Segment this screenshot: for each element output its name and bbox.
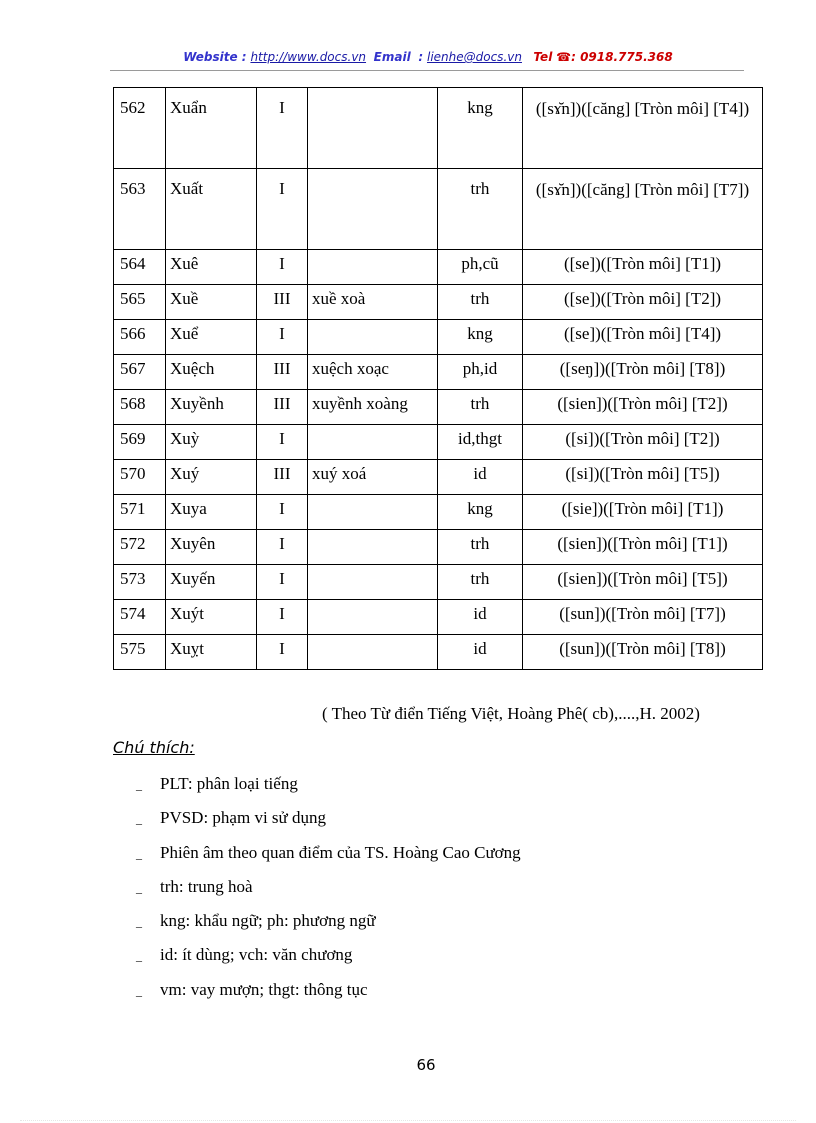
table-row [114, 460, 763, 495]
row-number: 569 [114, 425, 166, 460]
row-pvsd: trh [438, 565, 523, 600]
row-word: Xuya [166, 495, 257, 530]
row-number: 572 [114, 530, 166, 565]
email-link[interactable]: lienhe@docs.vn [426, 50, 522, 64]
row-plt: I [257, 565, 308, 600]
row-number: 573 [114, 565, 166, 600]
row-pvsd: ph,cũ [438, 250, 523, 285]
note-text: id: ít dùng; vch: văn chương [160, 945, 353, 965]
email-label: Email [373, 50, 411, 64]
row-pvsd: trh [438, 530, 523, 565]
table-row [114, 530, 763, 565]
row-example: xuề xoà [308, 285, 438, 320]
table-row [114, 169, 763, 250]
row-word: Xuỳ [166, 425, 257, 460]
header-divider [110, 70, 744, 71]
bullet-dash: _ [136, 846, 142, 861]
row-plt: III [257, 355, 308, 390]
row-pvsd: kng [438, 495, 523, 530]
row-word: Xuýt [166, 600, 257, 635]
row-word: Xuyềnh [166, 390, 257, 425]
table-row [114, 355, 763, 390]
row-word: Xuê [166, 250, 257, 285]
table-row [114, 320, 763, 355]
table-row [114, 600, 763, 635]
row-word: Xuề [166, 285, 257, 320]
row-example [308, 88, 438, 169]
row-phonetic: ([seŋ])([Tròn môi] [T8]) [523, 355, 763, 390]
row-example: xuệch xoạc [308, 355, 438, 390]
row-phonetic: ([sun])([Tròn môi] [T7]) [523, 600, 763, 635]
row-phonetic: ([sie])([Tròn môi] [T1]) [523, 495, 763, 530]
row-word: Xuất [166, 169, 257, 250]
website-link[interactable]: http://www.docs.vn [250, 50, 367, 64]
row-plt: I [257, 530, 308, 565]
row-pvsd: trh [438, 169, 523, 250]
table-row [114, 495, 763, 530]
row-phonetic: ([si])([Tròn môi] [T5]) [523, 460, 763, 495]
row-pvsd: id [438, 600, 523, 635]
row-number: 564 [114, 250, 166, 285]
row-pvsd: trh [438, 390, 523, 425]
word-table-body [114, 88, 763, 670]
note-item [136, 977, 521, 1011]
note-item [136, 908, 521, 942]
row-number: 568 [114, 390, 166, 425]
row-example: xuyềnh xoàng [308, 390, 438, 425]
table-row [114, 285, 763, 320]
bullet-dash: _ [136, 880, 142, 895]
phone-number: : 0918.775.368 [571, 50, 673, 64]
row-word: Xuệch [166, 355, 257, 390]
row-plt: III [257, 460, 308, 495]
tel-label: Tel [533, 50, 553, 64]
note-item [136, 840, 521, 874]
note-item [136, 942, 521, 976]
bullet-dash: _ [136, 812, 142, 827]
note-item [136, 874, 521, 908]
row-example [308, 169, 438, 250]
email-separator: : [418, 50, 424, 64]
row-number: 574 [114, 600, 166, 635]
row-number: 567 [114, 355, 166, 390]
bullet-dash: _ [136, 778, 142, 792]
row-example [308, 425, 438, 460]
row-number: 570 [114, 460, 166, 495]
table-row [114, 425, 763, 460]
table-row [114, 565, 763, 600]
source-citation: ( Theo Từ điển Tiếng Việt, Hoàng Phê( cb),....,H. 2002) [322, 704, 700, 723]
notes-list [136, 771, 521, 1011]
row-phonetic: ([sien])([Tròn môi] [T2]) [523, 390, 763, 425]
note-text: PVSD: phạm vi sử dụng [160, 808, 327, 828]
row-pvsd: id [438, 635, 523, 670]
row-example [308, 635, 438, 670]
table-row [114, 88, 763, 169]
row-number: 562 [114, 88, 166, 169]
bottom-dotted-line [20, 1120, 796, 1121]
row-word: Xuyến [166, 565, 257, 600]
note-text: Phiên âm theo quan điểm của TS. Hoàng Cao Cương [160, 842, 521, 862]
row-word: Xuẩn [166, 88, 257, 169]
row-word: Xuể [166, 320, 257, 355]
row-pvsd: kng [438, 88, 523, 169]
bullet-dash: _ [136, 983, 142, 998]
row-number: 575 [114, 635, 166, 670]
row-number: 566 [114, 320, 166, 355]
note-text: PLT: phân loại tiếng [160, 774, 298, 793]
website-label: Website : [183, 50, 247, 64]
row-number: 565 [114, 285, 166, 320]
notes-title: Chú thích: [113, 738, 195, 757]
row-phonetic: ([si])([Tròn môi] [T2]) [523, 425, 763, 460]
row-phonetic: ([sɤ̆n])([căng] [Tròn môi] [T4]) [523, 88, 763, 169]
page-header [110, 50, 746, 70]
row-plt: I [257, 88, 308, 169]
row-example [308, 565, 438, 600]
note-text: kng: khẩu ngữ; ph: phương ngữ [160, 911, 376, 931]
bullet-dash: _ [136, 915, 142, 930]
row-phonetic: ([se])([Tròn môi] [T4]) [523, 320, 763, 355]
table-row [114, 250, 763, 285]
row-pvsd: trh [438, 285, 523, 320]
row-plt: I [257, 250, 308, 285]
row-example [308, 250, 438, 285]
word-table [113, 87, 763, 670]
row-phonetic: ([sun])([Tròn môi] [T8]) [523, 635, 763, 670]
row-word: Xuỵt [166, 635, 257, 670]
row-phonetic: ([sien])([Tròn môi] [T5]) [523, 565, 763, 600]
row-example: xuý xoá [308, 460, 438, 495]
note-item [136, 771, 521, 805]
row-example [308, 495, 438, 530]
row-plt: III [257, 390, 308, 425]
row-phonetic: ([se])([Tròn môi] [T2]) [523, 285, 763, 320]
note-text: trh: trung hoà [160, 876, 253, 896]
row-plt: III [257, 285, 308, 320]
row-phonetic: ([sɤ̆n])([căng] [Tròn môi] [T7]) [523, 169, 763, 250]
row-plt: I [257, 600, 308, 635]
row-plt: I [257, 635, 308, 670]
row-word: Xuyên [166, 530, 257, 565]
row-pvsd: ph,id [438, 355, 523, 390]
row-plt: I [257, 320, 308, 355]
row-phonetic: ([sien])([Tròn môi] [T1]) [523, 530, 763, 565]
row-plt: I [257, 169, 308, 250]
table-row [114, 635, 763, 670]
row-pvsd: id,thgt [438, 425, 523, 460]
page-number: 66 [416, 1056, 436, 1074]
bullet-dash: _ [136, 949, 142, 964]
row-phonetic: ([se])([Tròn môi] [T1]) [523, 250, 763, 285]
row-example [308, 600, 438, 635]
phone-icon: ☎ [556, 50, 572, 64]
note-item [136, 805, 521, 839]
row-plt: I [257, 425, 308, 460]
row-plt: I [257, 495, 308, 530]
table-row [114, 390, 763, 425]
row-example [308, 530, 438, 565]
row-pvsd: id [438, 460, 523, 495]
row-example [308, 320, 438, 355]
row-number: 571 [114, 495, 166, 530]
row-word: Xuý [166, 460, 257, 495]
row-pvsd: kng [438, 320, 523, 355]
row-number: 563 [114, 169, 166, 250]
note-text: vm: vay mượn; thgt: thông tục [160, 979, 368, 999]
